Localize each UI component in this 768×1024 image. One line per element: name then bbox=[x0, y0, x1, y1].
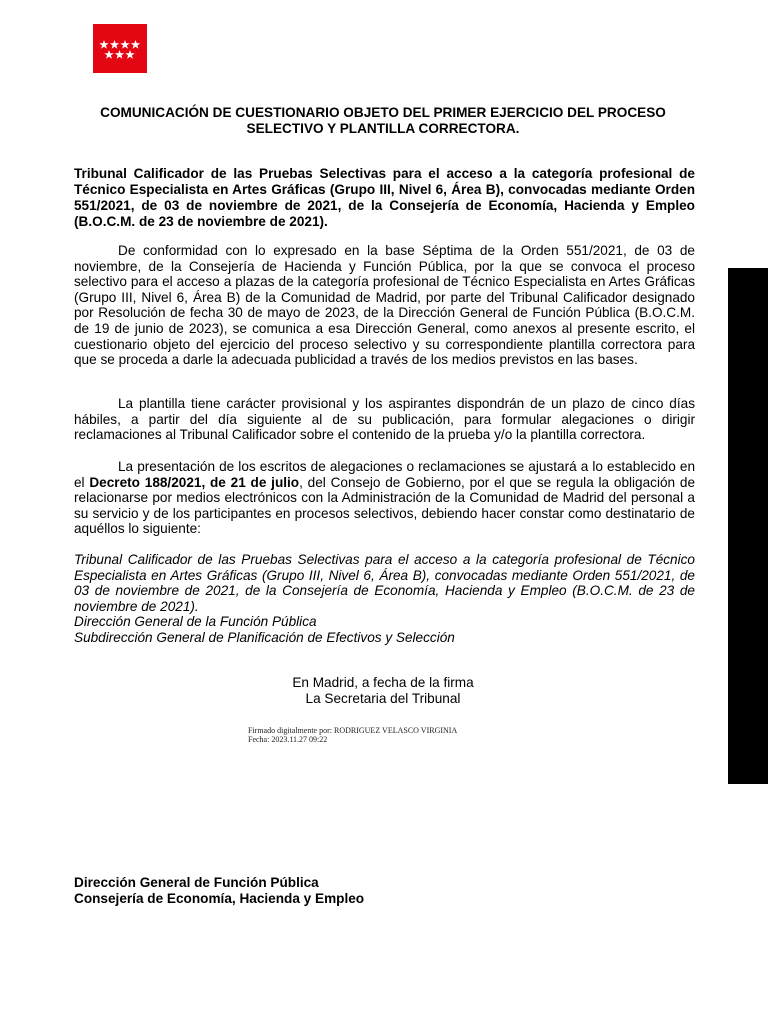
place-date: En Madrid, a fecha de la firma bbox=[292, 675, 474, 690]
addressee-subdirection: Subdirección General de Planificación de Efectivos y Selección bbox=[74, 629, 455, 645]
paragraph-3-text-before: La presentación de los escritos de alegaciones o reclamaciones se ajustará a lo establecido en el bbox=[74, 459, 695, 490]
side-black-bar bbox=[728, 268, 768, 784]
body-paragraph-3 bbox=[74, 459, 695, 537]
footer-block bbox=[74, 875, 574, 907]
body-paragraph-1: De conformidad con lo expresado en la base Séptima de la Orden 551/2021, de 03 de noviembre, de la Consejería de Hacienda y Función Pública, por la que se convoca el proceso selectivo para el acceso a plazas de la categoría profesional de Técnico Especialista en Artes Gráficas (Grupo III, Nivel 6, Área B) de la Comunidad de Madrid, por parte del Tribunal Calificador designado por Resolución de fecha 30 de mayo de 2023, de la Dirección General de Función Pública (B.O.C.M. de 19 de junio de 2023), se comunica a esa Dirección General, como anexos al presente escrito, el cuestionario objeto del ejercicio del proceso selectivo y su correspondiente plantilla correctora para que se proceda a darle la adecuada publicidad a través de los medios previstos en las bases. bbox=[74, 243, 695, 368]
stars-icon bbox=[93, 24, 147, 73]
decree-reference: Decreto 188/2021, de 21 de julio bbox=[89, 474, 300, 490]
addressee-direction: Dirección General de la Función Pública bbox=[74, 614, 317, 630]
signature-signed-by: Firmado digitalmente por: RODRIGUEZ VELASCO VIRGINIA bbox=[248, 726, 458, 735]
footer-department: Consejería de Economía, Hacienda y Empleo bbox=[74, 891, 365, 906]
paragraph-3-text-after: , del Consejo de Gobierno, por el que se regula la obligación de relacionarse por medios electrónicos con la Administración de la Comunidad de Madrid del personal a su servicio y de los participantes en procesos selectivos, debiendo hacer constar como destinatario de aquéllos lo siguiente: bbox=[74, 474, 696, 537]
addressee-tribunal: Tribunal Calificador de las Pruebas Selectivas para el acceso a la categoría profesional de Técnico Especialista en Artes Gráficas (Grupo III, Nivel 6, Área B), convocadas mediante Orden 551/2021, de 03 de noviembre de 2021, de la Consejería de Economía, Hacienda y Empleo (B.O.C.M. de 23 de noviembre de 2021). bbox=[74, 552, 695, 614]
document-title: COMUNICACIÓN DE CUESTIONARIO OBJETO DEL PRIMER EJERCICIO DEL PROCESO SELECTIVO Y PLANTILLA CORRECTORA. bbox=[100, 105, 666, 136]
digital-signature bbox=[248, 726, 568, 744]
signer-role: La Secretaria del Tribunal bbox=[305, 691, 461, 706]
addressee-block bbox=[74, 552, 695, 646]
body-paragraph-2: La plantilla tiene carácter provisional y los aspirantes dispondrán de un plazo de cinco días hábiles, a partir del día siguiente al de su publicación, para formular alegaciones o dirigir reclamaciones al Tribunal Calificador sobre el contenido de la prueba y/o la plantilla correctora. bbox=[74, 396, 695, 443]
signature-date: Fecha: 2023.11.27 09:22 bbox=[248, 735, 328, 744]
tribunal-heading-paragraph: Tribunal Calificador de las Pruebas Selectivas para el acceso a la categoría profesional de Técnico Especialista en Artes Gráficas (Grupo III, Nivel 6, Área B), convocadas mediante Orden 551/2021, de 03 de noviembre de 2021, de la Consejería de Economía, Hacienda y Empleo (B.O.C.M. de 23 de noviembre de 2021). bbox=[74, 166, 695, 229]
footer-direction: Dirección General de Función Pública bbox=[74, 875, 319, 890]
closing-block bbox=[238, 675, 528, 707]
comunidad-madrid-logo bbox=[93, 24, 147, 73]
